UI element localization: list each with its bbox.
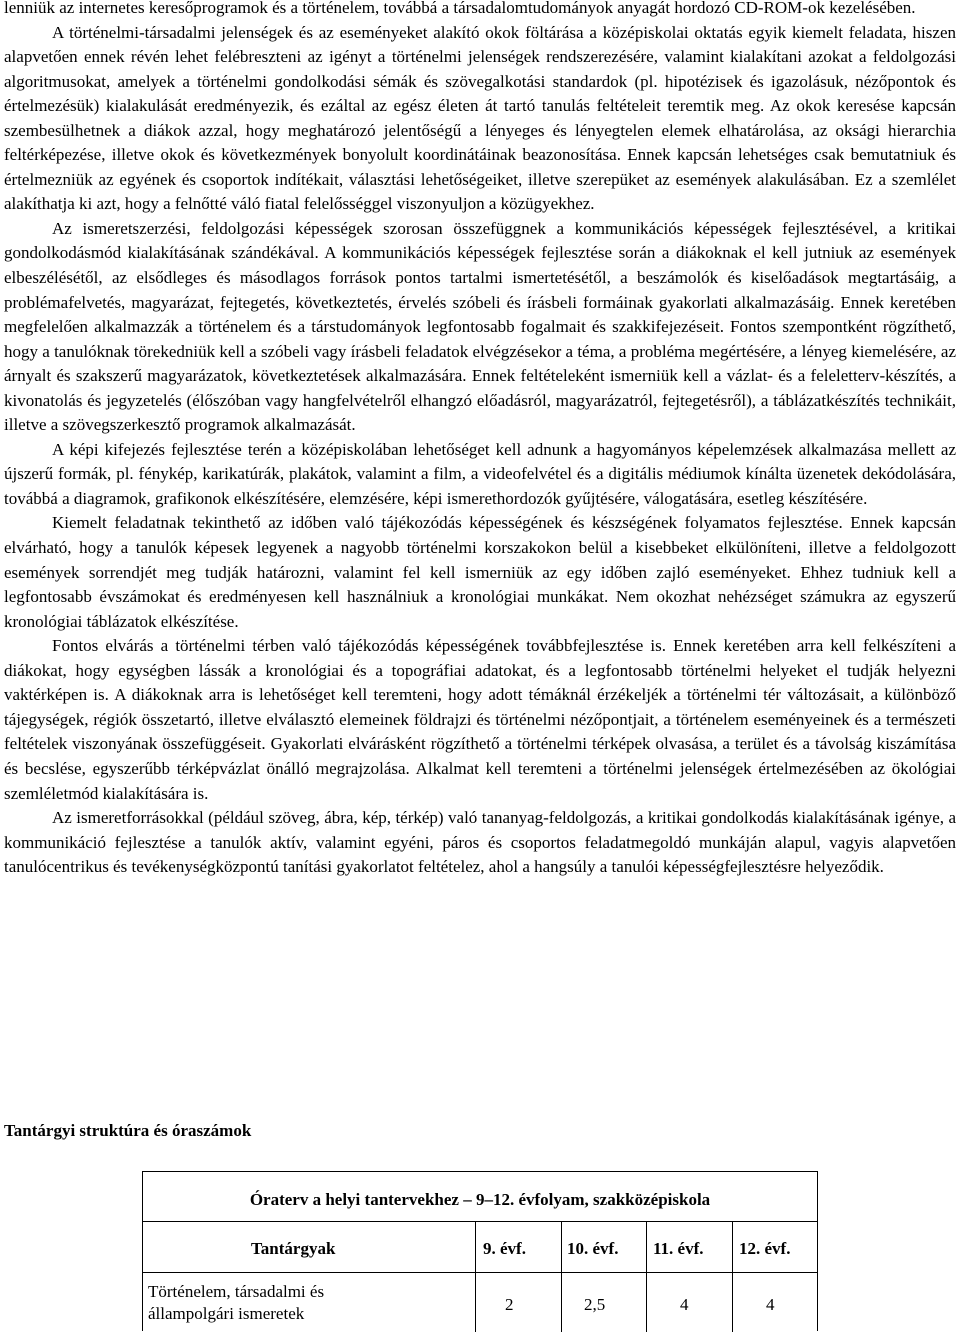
paragraph: lenniük az internetes keresőprogramok és a történelem, továbbá a társadalomtudományok anyagát hordozó CD-ROM-ok kezelésében. <box>4 0 916 17</box>
table-header-grade: 10. évf. <box>567 1239 619 1258</box>
table-header-grade: 12. évf. <box>739 1239 791 1258</box>
table-title: Óraterv a helyi tantervekhez – 9–12. évfolyam, szakközépiskola <box>249 1190 711 1209</box>
table-cell-hours: 2,5 <box>584 1295 606 1314</box>
table-column-divider <box>732 1221 733 1332</box>
table-cell-hours: 4 <box>680 1295 689 1314</box>
table-header-grade: 9. évf. <box>483 1239 526 1258</box>
table-cell-hours: 2 <box>505 1295 514 1314</box>
section-heading: Tantárgyi struktúra és óraszámok <box>4 1121 252 1140</box>
table-column-divider <box>561 1221 562 1332</box>
paragraph: A képi kifejezés fejlesztése terén a középiskolában lehetőséget kell adnunk a hagyományos képelemzések alkalmazása mellett az újszerű formák, pl. fénykép, karikatúrák, plakátok, valamint a film, a videofelvétel és a digitális médiumok kínálta üzenetek dekódolására, továbbá a diagramok, grafikonok elkészítésére, elemzésére, képi ismerethordozók gyűjtésére, válogatására, esetleg készítésére. <box>4 439 956 508</box>
paragraph: A történelmi-társadalmi jelenségek és az eseményeket alakító okok föltárása a középiskolai oktatás egyik kiemelt feladata, hiszen alapvetően ennek révén lehet felébreszteni az igényt a történelmi jelenségek rendszerezésére, valamint kialakítani azokat a feldolgozási algoritmusokat, amelyek a történelmi gondolkodási sémák és szövegalkotási standardok (pl. hipotézisek és igazolásuk, nézőpontok és értelmezésük) kialakulását eredményezik, és ezáltal az egész életen át tartó tanulás feltételeit teremtik meg. Az okok keresése kapcsán szembesülhetnek a diákok azzal, hogy meghatározó jelentőségű a lényeges és lényegtelen elemek elhatárolása, az oksági hierarchia feltérképezése, illetve okok és következmények bonyolult koordinátáinak beazonosítása. Ennek kapcsán lehetséges csak bemutatniuk és értelmezniük az egyének és csoportok indítékait, választási lehetőségeiket, illetve szerepüket az események alakulásában. Ez a szemlélet alakíthatja ki azt, hogy a felnőtté váló fiatal felelősséggel viszonyuljon a közügyekhez. <box>4 22 956 214</box>
table-divider <box>143 1272 817 1273</box>
paragraph: Az ismeretforrásokkal (például szöveg, ábra, kép, térkép) való tananyag-feldolgozás, a kritikai gondolkodás kialakításának igénye, a kommunikáció fejlesztése a tanulók aktív, valamint egyéni, páros és csoportos feladatmegoldó munkáján alapul, vagyis alapvetően tanulócentrikus és tevékenységközpontú tanítási gyakorlatot feltételez, ahol a hangsúly a tanulói képességfejlesztésre helyeződik. <box>4 808 956 877</box>
table-column-divider <box>475 1221 476 1332</box>
paragraph: Fontos elvárás a történelmi térben való tájékozódás képességének továbbfejlesztése is. Ennek keretében arra kell felkészíteni a diákokat, hogy egységben lássák a kronológiai és a topográfiai adatokat, és a legfontosabb történelmi helyeket el tudják helyezni vaktérképen is. A diákoknak arra is lehetőséget kell teremteni, hogy adott témáknál érzékeljék a történelmi tér változásait, a különböző tájegységek, régiók összetartó, illetve elválasztó elemeinek földrajzi és történelmi nézőpontjait, a történelem eseményeinek és a természeti feltételek viszonyának összefüggéseit. Gyakorlati elvárásként rögzíthető a történelmi térképek olvasása, a terület és a távolság kiszámítása és becslése, egyszerűbb térképvázlat önálló megrajzolása. Alkalmat kell teremteni a történelmi jelenségek értelmezésében az ökológiai szemléletmód kialakítására is. <box>4 636 956 803</box>
table-divider <box>143 1221 817 1222</box>
paragraph: Az ismeretszerzési, feldolgozási képességek szorosan összefüggnek a kommunikációs képességek fejlesztésével, a kritikai gondolkodásmód kialakításának szándékával. A kommunikációs képességek fejlesztése során a diákoknak el kell jutniuk az események elbeszélésétől, az elsődleges és másodlagos források pontos tartalmi ismertetésétől, a beszámolók és kiselőadások megtartásáig, a problémafelvetés, magyarázat, fejtegetés, következtetés, érvelés szóbeli és írásbeli formáinak gyakorlati alkalmazásáig. Ennek keretében megfelelően alkalmazzák a történelem és a társtudományok legfontosabb fogalmait és szakkifejezéseit. Fontos szempontként rögzíthető, hogy a tanulóknak törekedniük kell a szóbeli vagy írásbeli feladatok elvégzésekor a téma, a probléma megértésére, a lényeg kiemelésére, az árnyalt és szakszerű magyarázatok, következtetések alkalmazására. Ennek feltételeként ismerniük kell a vázlat- és a feleletterv-készítés, a kivonatolás és jegyzetelés (élőszóban vagy hangfelvételről elhangzó előadásról, magyarázatról, fejtegetésről), a táblázatkészítés technikáit, illetve a szövegszerkesztő programok alkalmazását. <box>4 218 956 435</box>
table-header-grade: 11. évf. <box>653 1239 704 1258</box>
hours-table <box>142 1171 818 1331</box>
table-header-subject: Tantárgyak <box>251 1239 336 1258</box>
table-cell-subject: Történelem, társadalmi és állampolgári ismeretek <box>148 1282 325 1323</box>
body-text <box>4 0 956 880</box>
paragraph: Kiemelt feladatnak tekinthető az időben való tájékozódás képességének és készségének folyamatos fejlesztése. Ennek kapcsán elvárható, hogy a tanulók képesek legyenek a nagyobb történelmi korszakokon belül a kisebbeket elkülöníteni, illetve a feldolgozott események sorrendjét meg tudják határozni, valamint fel kell ismerniük az egy időben zajló eseményeket. Ehhez tudniuk kell a legfontosabb évszámokat és eredményesen kell használniuk a kronológiai munkákat. Nem okozhat nehézséget számukra az egyszerű kronológiai táblázatok elkészítése. <box>4 513 956 631</box>
table-column-divider <box>646 1221 647 1332</box>
table-cell-hours: 4 <box>766 1295 775 1314</box>
